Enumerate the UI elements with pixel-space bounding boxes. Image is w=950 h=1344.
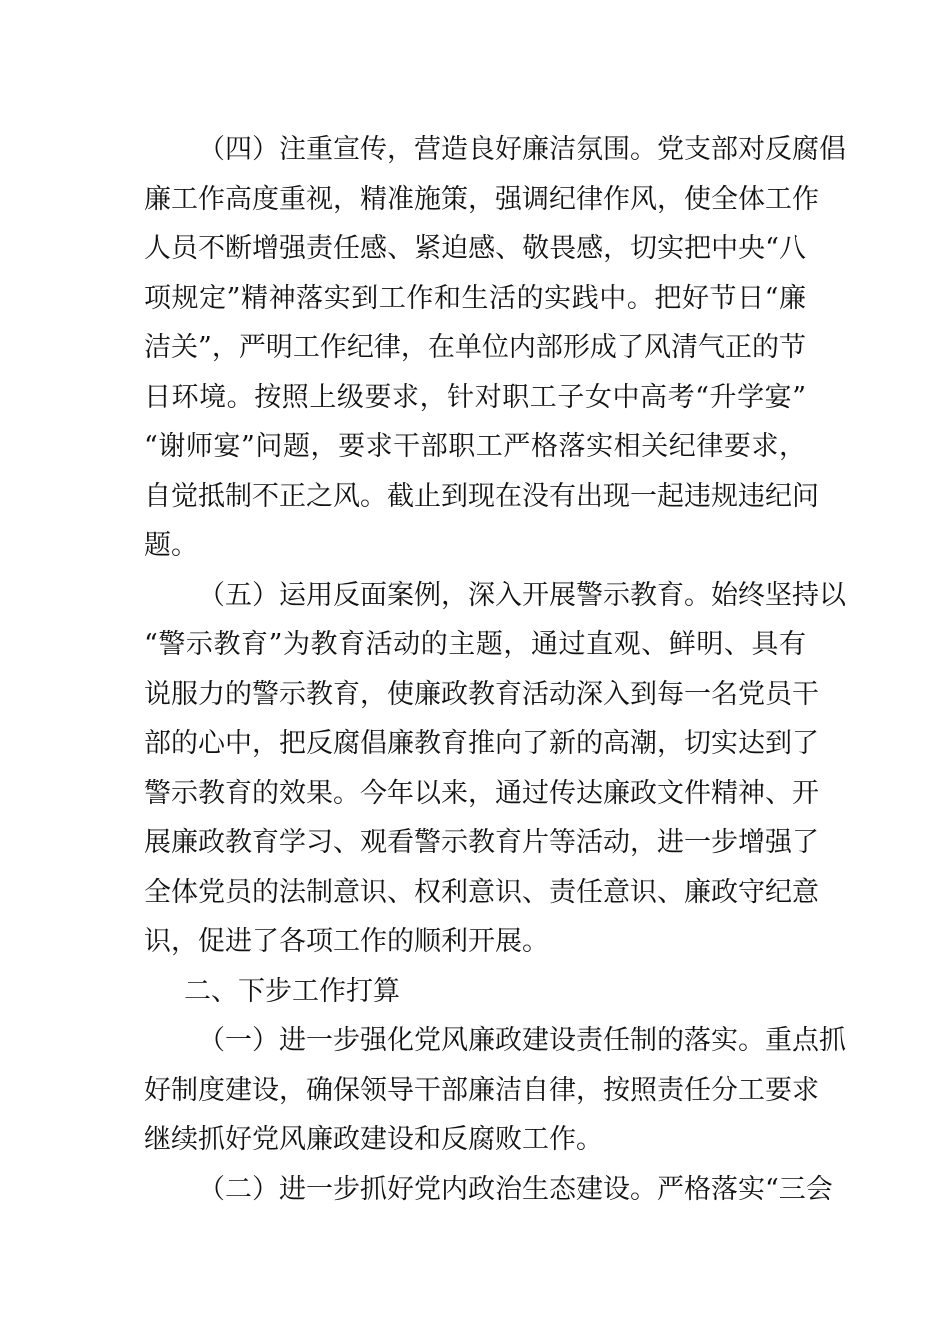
paragraph-section-5 <box>144 571 846 967</box>
text-line: 继续抓好党风廉政建设和反腐败工作。 <box>144 1124 603 1155</box>
text-line: （一）进一步强化党风廉政建设责任制的落实。重点抓 <box>198 1025 846 1056</box>
paragraph-next-step-1 <box>144 1016 846 1165</box>
text-line: 好制度建设，确保领导干部廉洁自律，按照责任分工要求 <box>144 1074 819 1106</box>
text-line: 全体党员的法制意识、权利意识、责任意识、廉政守纪意 <box>144 876 819 908</box>
text-line: （四）注重宣传，营造良好廉洁氛围。党支部对反腐倡 <box>198 134 846 165</box>
text-line: 自觉抵制不正之风。截止到现在没有出现一起违规违纪问 <box>144 480 819 512</box>
paragraph-next-step-2 <box>144 1165 833 1215</box>
text-line: （五）运用反面案例，深入开展警示教育。始终坚持以 <box>198 579 846 611</box>
text-line: 说服力的警示教育，使廉政教育活动深入到每一名党员干 <box>144 678 819 710</box>
text-line: （二）进一步抓好党内政治生态建设。严格落实“三会 <box>198 1173 833 1205</box>
text-line: 题。 <box>144 530 198 561</box>
text-line: “警示教育”为教育活动的主题，通过直观、鲜明、具有 <box>144 629 806 660</box>
document-body <box>144 125 846 1214</box>
text-line: 人员不断增强责任感、紧迫感、敬畏感，切实把中央“八 <box>144 233 806 264</box>
paragraph-section-4 <box>144 125 846 571</box>
text-line: 日环境。按照上级要求，针对职工子女中高考“升学宴” <box>144 381 806 413</box>
section-heading: 二、下步工作打算 <box>184 975 400 1007</box>
text-line: 洁关”，严明工作纪律，在单位内部形成了风清气正的节 <box>144 332 806 363</box>
text-line: “谢师宴”问题，要求干部职工严格落实相关纪律要求， <box>144 431 806 462</box>
text-line: 项规定”精神落实到工作和生活的实践中。把好节日“廉 <box>144 282 806 314</box>
text-line: 识，促进了各项工作的顺利开展。 <box>144 926 549 957</box>
section-heading-2 <box>144 967 806 1017</box>
text-line: 警示教育的效果。今年以来，通过传达廉政文件精神、开 <box>144 777 819 809</box>
text-line: 展廉政教育学习、观看警示教育片等活动，进一步增强了 <box>144 827 819 858</box>
text-line: 部的心中，把反腐倡廉教育推向了新的高潮，切实达到了 <box>144 728 819 759</box>
text-line: 廉工作高度重视，精准施策，强调纪律作风，使全体工作 <box>144 183 819 215</box>
